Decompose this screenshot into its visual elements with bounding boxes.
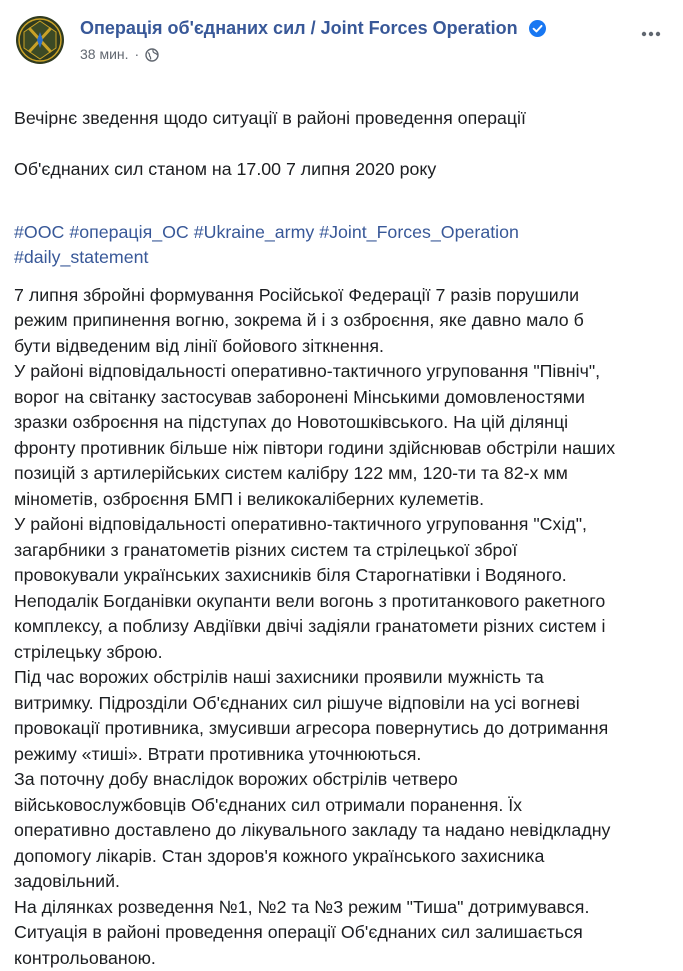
post-body-line: комплексу, а поблизу Авдіївки двічі задіяли гранатомети різних систем і — [14, 614, 664, 640]
globe-icon[interactable] — [145, 48, 159, 65]
post-body-line: військовослужбовців Об'єднаних сил отримали поранення. Їх — [14, 793, 664, 819]
post-body — [14, 283, 664, 971]
post-body-line: зразки озброєння на підступах до Новотошківського. На цій ділянці — [14, 410, 664, 436]
post-body-line: стрілецьку зброю. — [14, 640, 664, 666]
post-timestamp-link[interactable]: 38 мин. — [80, 46, 129, 62]
hashtag-link[interactable]: #ООС — [14, 222, 64, 242]
post-body-line: режим припинення вогню, зокрема й і з озброєння, яке давно мало б — [14, 308, 664, 334]
post-body-line: За поточну добу внаслідок ворожих обстрілів четверо — [14, 767, 664, 793]
page-name-link[interactable] — [80, 18, 546, 42]
post-body-line: У районі відповідальності оперативно-тактичного угруповання "Північ", — [14, 359, 664, 385]
post-body-line: Ситуація в районі проведення операції Об'єднаних сил залишається — [14, 920, 664, 946]
post-content — [14, 80, 664, 971]
verified-badge-icon — [529, 20, 546, 42]
hashtag-link[interactable]: #Ukraine_army — [194, 222, 315, 242]
post-body-line: загарбники з гранатометів різних систем та стрілецької зброї — [14, 538, 664, 564]
post-title — [14, 80, 664, 208]
post-body-line: мінометів, озброєння БМП і великокаліберних кулеметів. — [14, 487, 664, 513]
hashtag-link[interactable]: #Joint_Forces_Operation — [319, 222, 519, 242]
jfo-emblem-icon — [12, 12, 68, 68]
post-body-line: бути відведеним від лінії бойового зіткнення. — [14, 334, 664, 360]
post-body-line: ворог на світанку застосував заборонені Мінськими домовленостями — [14, 385, 664, 411]
post-body-line: У районі відповідальності оперативно-тактичного угруповання "Схід", — [14, 512, 664, 538]
post-title-line: Вечірнє зведення щодо ситуації в районі проведення операції — [14, 106, 664, 132]
hashtag-link[interactable]: #daily_statement — [14, 247, 148, 267]
post-body-line: Неподалік Богданівки окупанти вели вогонь з протитанкового ракетного — [14, 589, 664, 615]
hashtag-list — [14, 220, 664, 271]
more-options-icon[interactable] — [639, 22, 663, 46]
post-body-line: режиму «тиші». Втрати противника уточнюються. — [14, 742, 664, 768]
post-body-line: провокації противника, змусивши агресора повернутись до дотримання — [14, 716, 664, 742]
post-body-line: допомогу лікарів. Стан здоров'я кожного українського захисника — [14, 844, 664, 870]
post-body-line: позицій з артилерійських систем калібру 122 мм, 120-ти та 82-х мм — [14, 461, 664, 487]
post-body-line: фронту противник більше ніж півтори години здійснював обстріли наших — [14, 436, 664, 462]
hashtag-link[interactable]: #операція_ОС — [69, 222, 188, 242]
post-meta — [80, 46, 159, 65]
post-body-line: 7 липня збройні формування Російської Федерації 7 разів порушили — [14, 283, 664, 309]
post-body-line: На ділянках розведення №1, №2 та №3 режим "Тиша" дотримувався. — [14, 895, 664, 921]
post-header — [12, 12, 671, 72]
post-title-line: Об'єднаних сил станом на 17.00 7 липня 2020 року — [14, 157, 664, 183]
post-body-line: Під час ворожих обстрілів наші захисники проявили мужність та — [14, 665, 664, 691]
page-avatar[interactable] — [12, 12, 68, 68]
post-body-line: контрольованою. — [14, 946, 664, 971]
page-name-text: Операція об'єднаних сил / Joint Forces Operation — [80, 18, 518, 38]
post-body-line: провокували українських захисників біля Старогнатівки і Водяного. — [14, 563, 664, 589]
meta-separator: · — [135, 46, 140, 62]
post-body-line: оперативно доставлено до лікувального закладу та надано невідкладну — [14, 818, 664, 844]
post-body-line: витримку. Підрозділи Об'єднаних сил рішуче відповіли на усі вогневі — [14, 691, 664, 717]
post-body-line: задовільний. — [14, 869, 664, 895]
